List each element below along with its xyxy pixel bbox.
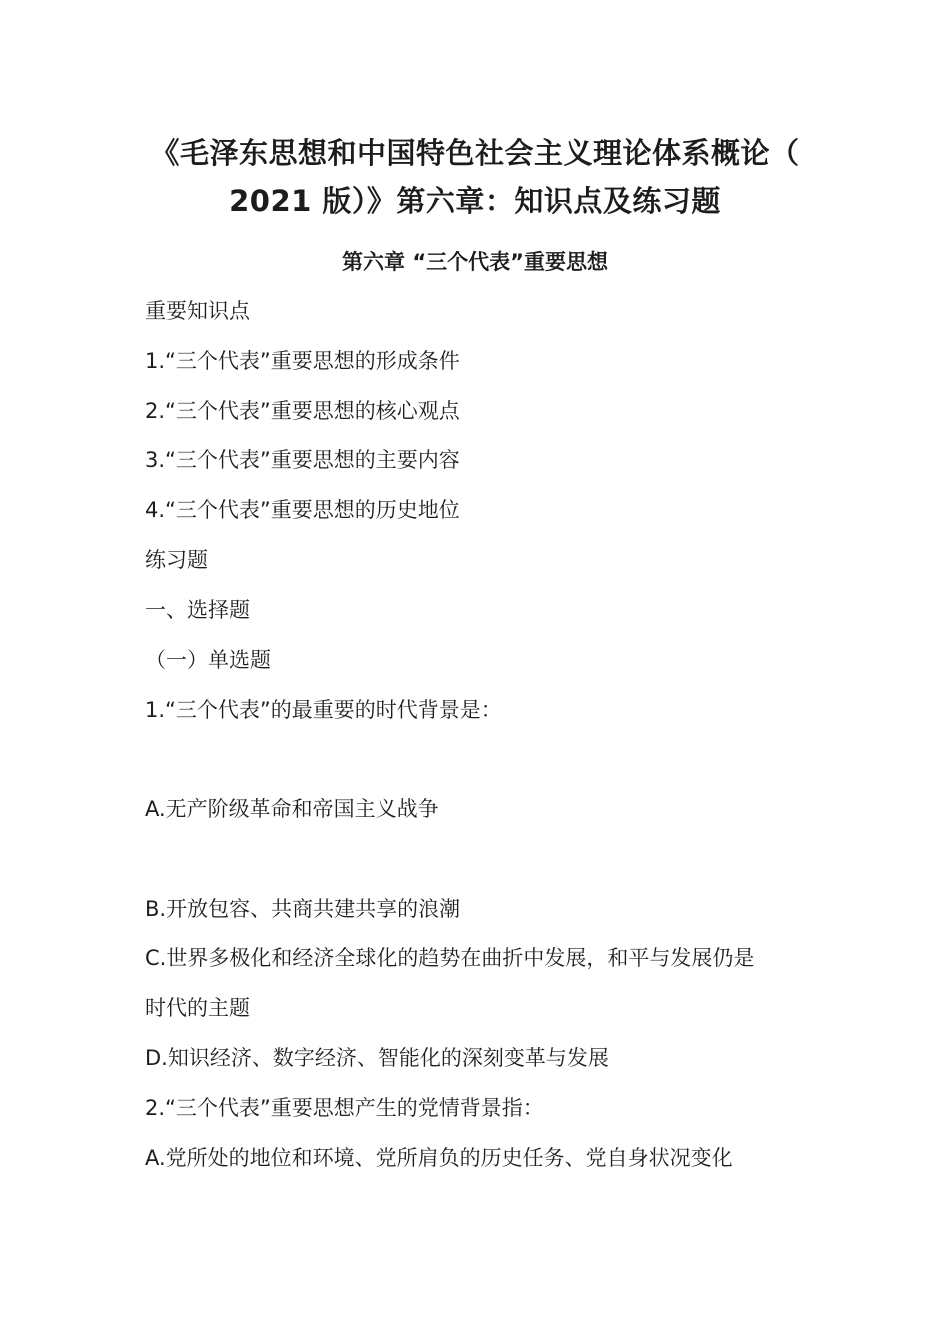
question-1-option-b: B.开放包容、共商共建共享的浪潮	[145, 897, 461, 921]
question-1-option-d: D.知识经济、数字经济、智能化的深刻变革与发展	[145, 1046, 609, 1070]
section-single-heading: （一）单选题	[145, 648, 271, 672]
chapter-heading: 第六章 “三个代表”重要思想	[342, 250, 608, 274]
knowledge-point-1: 1.“三个代表”重要思想的形成条件	[145, 349, 460, 373]
knowledge-heading: 重要知识点	[145, 299, 250, 323]
question-1-option-c-line-1: C.世界多极化和经济全球化的趋势在曲折中发展，和平与发展仍是	[145, 946, 755, 970]
knowledge-point-4: 4.“三个代表”重要思想的历史地位	[145, 498, 460, 522]
document-title-line-2: 2021 版）》第六章：知识点及练习题	[229, 184, 721, 218]
exercise-heading: 练习题	[145, 548, 208, 572]
question-1-option-c-line-2: 时代的主题	[145, 996, 250, 1020]
question-1-stem: 1.“三个代表”的最重要的时代背景是：	[145, 698, 502, 722]
question-2-option-a: A.党所处的地位和环境、党所肩负的历史任务、党自身状况变化	[145, 1146, 733, 1170]
knowledge-point-3: 3.“三个代表”重要思想的主要内容	[145, 448, 460, 472]
knowledge-point-2: 2.“三个代表”重要思想的核心观点	[145, 399, 460, 423]
section-choice-heading: 一、选择题	[145, 598, 250, 622]
question-1-option-a: A.无产阶级革命和帝国主义战争	[145, 797, 439, 821]
question-2-stem: 2.“三个代表”重要思想产生的党情背景指：	[145, 1096, 544, 1120]
document-title-line-1: 《毛泽东思想和中国特色社会主义理论体系概论（	[150, 136, 800, 170]
